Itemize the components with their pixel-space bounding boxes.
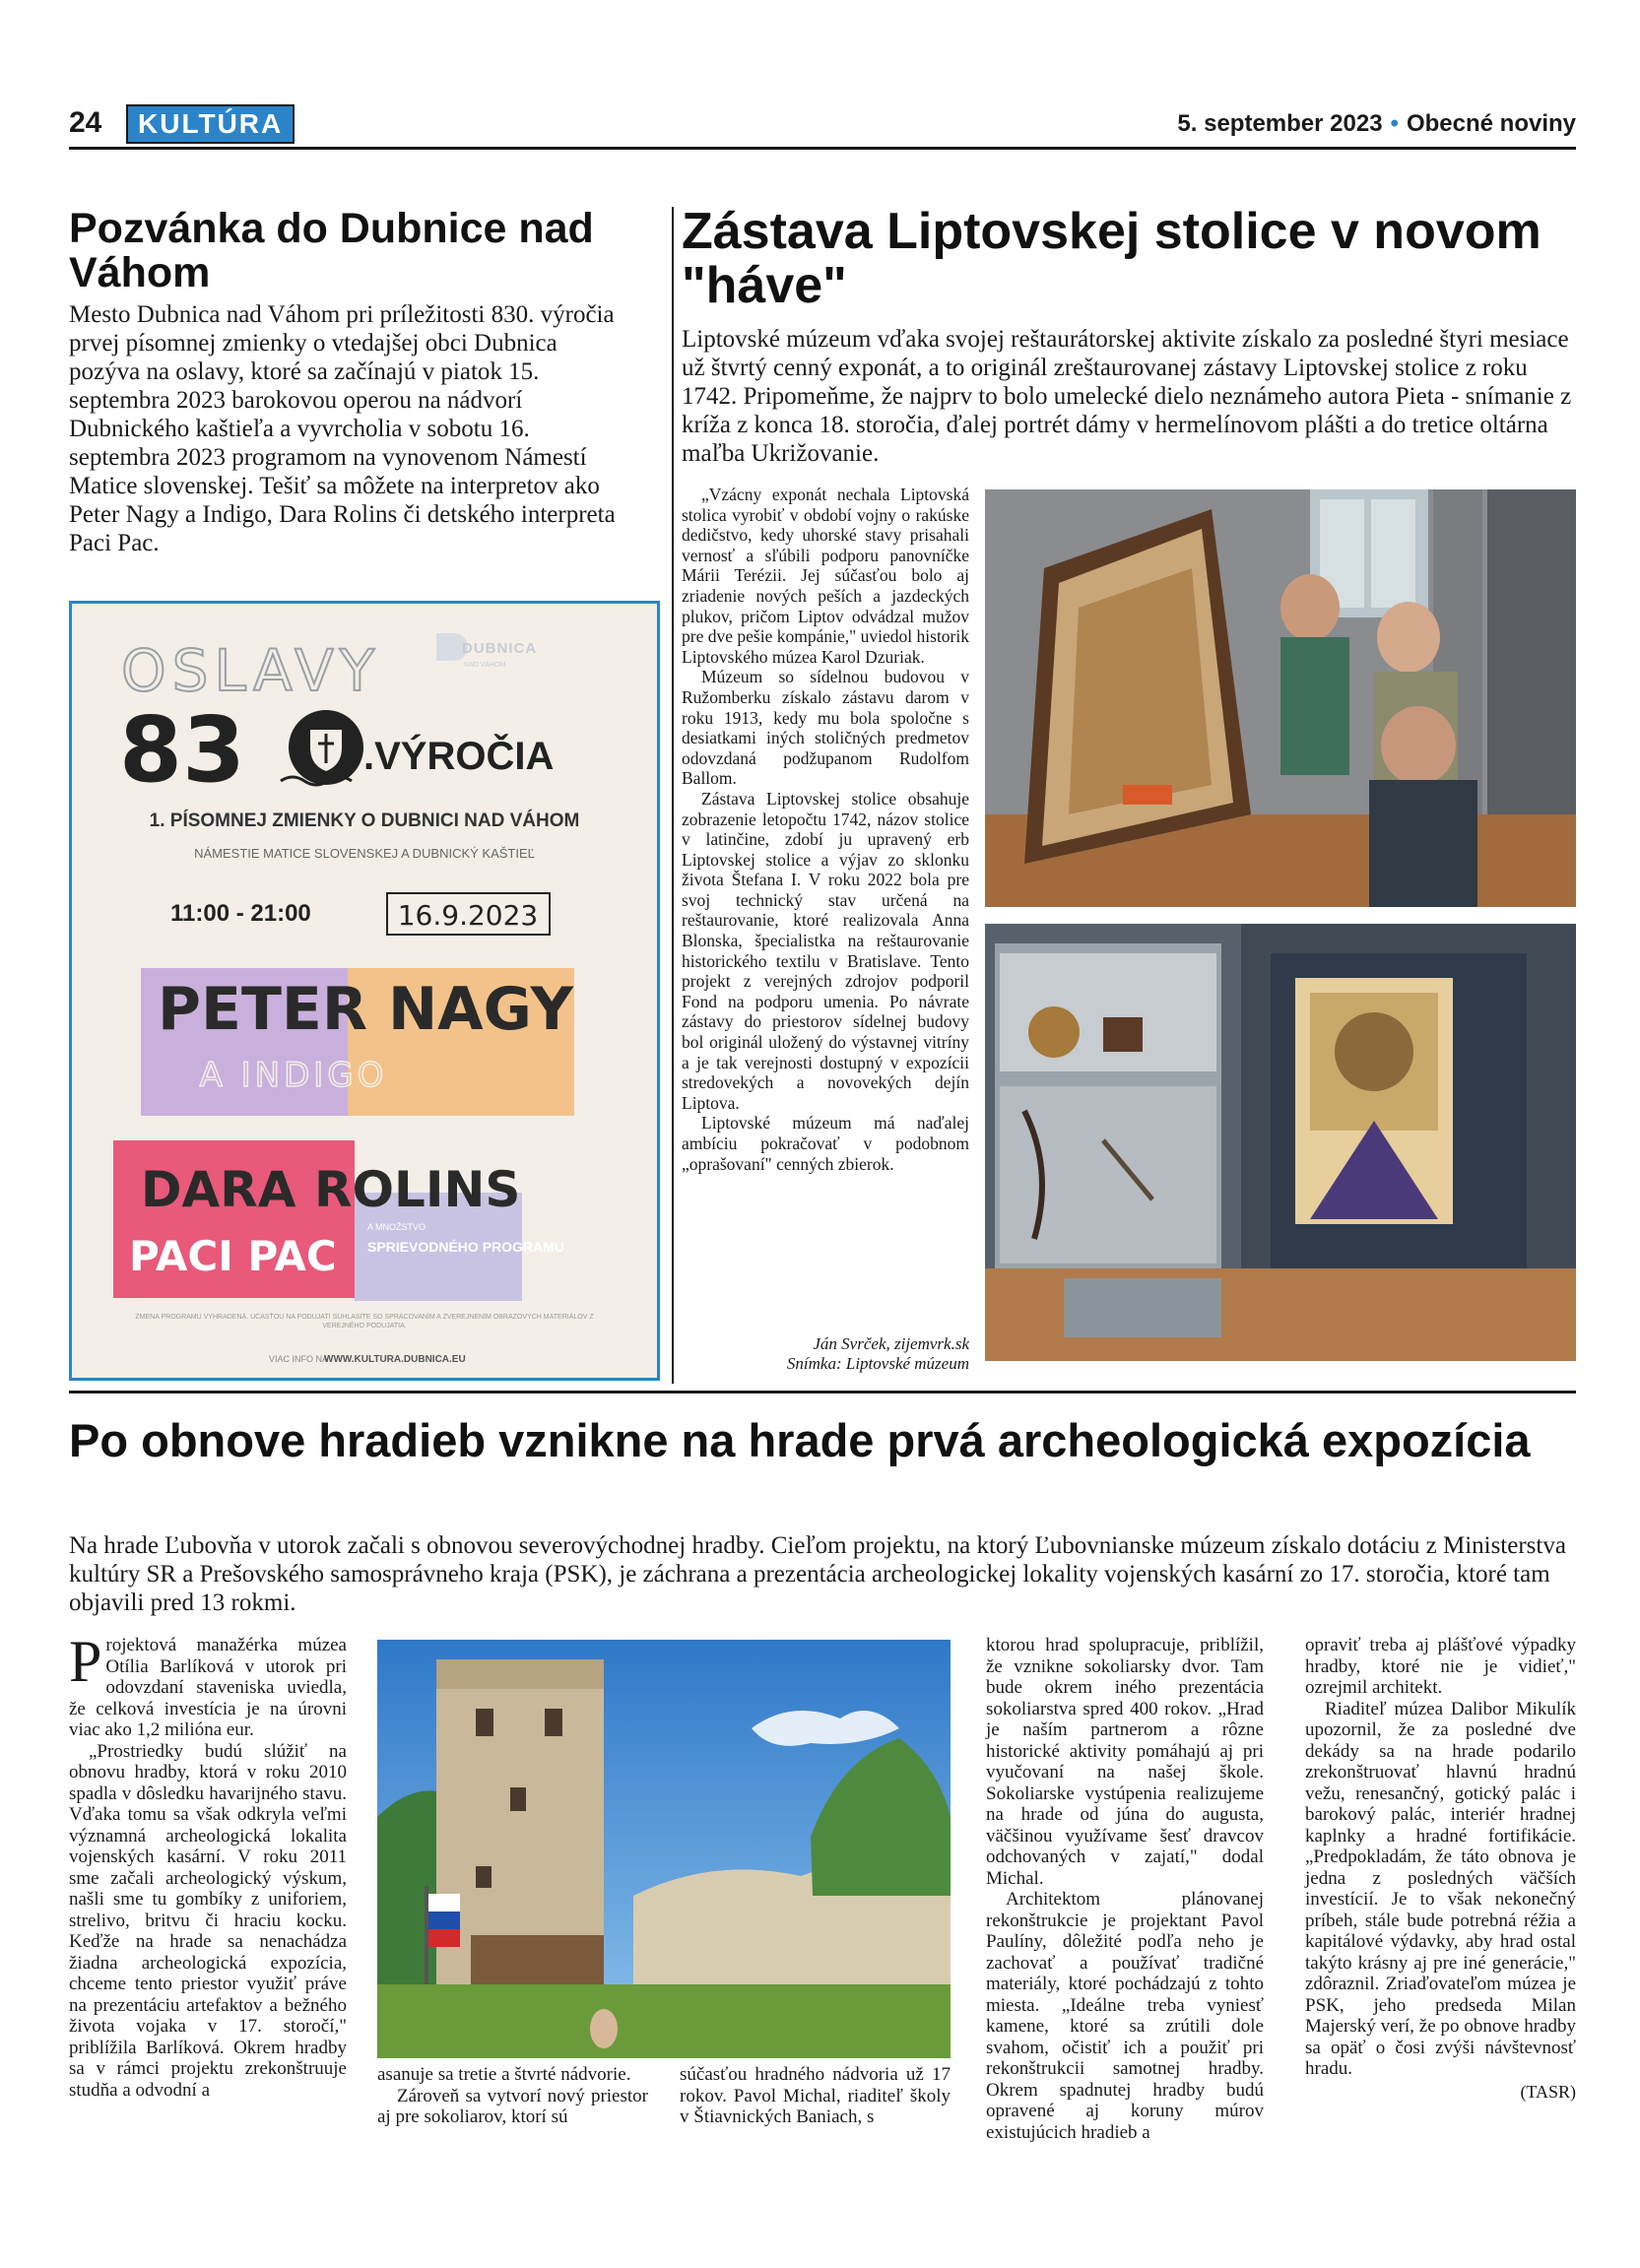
event-poster: [69, 601, 660, 1381]
article3-paragraph: asanuje sa tretie a štvrté nádvorie.: [377, 2064, 631, 2085]
article3-paragraph: ktorou hrad spolupracuje, priblížil, že vznikne sokoliarsky dvor. Tam bude okrem iného prezentácia sokoliarstva spred 400 rokov. „Hrad je naším partnerom a rôzne historické aktivity pomáhajú aj pri vyučovaní na našej škole. Sokoliarske vystúpenia realizujeme na hrade od júna do augusta, väčšinou využívame šesť dravcov odchovaných v zajatí," dodal Michal.: [986, 1635, 1264, 1889]
issue-date: 5. september 2023: [1177, 110, 1383, 137]
article2-paragraph: Zástava Liptovskej stolice obsahuje zobrazenie letopočtu 1742, názov stolice v latinčine, zdobí ju upravený erb Liptovskej stolice a výjav zo sklonku života Štefana I. V roku 2022 bola pre svoj technický stav určená na reštaurovanie, ktoré realizovala Anna Blonska, špecialistka na reštaurovanie historického textilu v Bratislave. Tento projekt z verejných zdrojov podporil Fond na podporu umenia. Po návrate zástavy do priestorov sídelnej budovy bol originál uložený do výstavnej vitríny a je tak verejnosti dostupný v expozícii stredovekých a novovekých dejín Liptova.: [682, 788, 969, 1113]
poster-performer2a: DARA: [141, 1161, 296, 1218]
poster-performer1: PETER NAGY: [158, 975, 573, 1044]
separator-dot: •: [1390, 110, 1399, 137]
poster-performer2b: ROLINS: [314, 1161, 521, 1218]
poster-performer1-sub: A INDIGO: [199, 1056, 388, 1095]
article2-paragraph: Liptovské múzeum má naďalej ambíciu pokračovať v podobnom „oprašovaní" cenných zbierok.: [682, 1113, 969, 1174]
section-divider: [69, 1391, 1576, 1393]
poster-vyrocia: .VÝROČIA: [363, 735, 555, 778]
article3-paragraph: Riaditeľ múzea Dalibor Mikulík upozornil, že za posledné dve dekády sa na hrade podarilo zrekonštruovať hlavnú hradnú vežu, renesančný, gotický palác i barokový palác, interiér hradnej kaplnky a hradné fortifikácie. „Predpokladám, že táto obnova je jedna z posledných väčších investícií. Je to však nekonečný príbeh, stále bude potrebná réžia a kapitálové výdavky, aby hrad ostal takýto krásny aj pre iné generácie," zdôraznil. Zriaďovateľom múzea je PSK, jeho predseda Milan Majerský verí, že po obnove hradby sa opäť o čosi zvýši návštevnosť hradu.: [1305, 1698, 1576, 2079]
poster-extra-small: A MNOŽSTVO: [367, 1222, 426, 1232]
article3-paragraph: Zároveň sa vytvorí nový priestor aj pre sokoliarov, ktorí sú: [377, 2085, 648, 2127]
article2-paragraph: Múzeum so sídelnou budovou v Ružomberku získalo zástavu darom v roku 1913, kedy mu bola spoločne s desiatkami iných stoličných predmetov odovzdaná podžupanom Rudolfom Ballom.: [682, 667, 969, 789]
poster-info-label: VIAC INFO NA: [269, 1354, 329, 1364]
article1-headline: Pozvánka do Dubnice nad Váhom: [69, 205, 594, 297]
poster-info-url: WWW.KULTURA.DUBNICA.EU: [324, 1354, 466, 1365]
article3-column-2a: [377, 2064, 648, 2128]
poster-subtitle: 1. PÍSOMNEJ ZMIENKY O DUBNICI NAD VÁHOM: [149, 810, 580, 831]
poster-graphic: [72, 604, 657, 1378]
restorers-hanging-flag-photo: [985, 489, 1576, 907]
article2-photo-credit: Snímka: Liptovské múzeum: [786, 1354, 969, 1373]
museum-exhibition-photo: [985, 924, 1576, 1361]
article2-headline: Zástava Liptovskej stolice v novom "háve": [682, 203, 1542, 314]
section-label: KULTÚRA: [126, 104, 295, 144]
poster-number: 83: [119, 697, 246, 803]
masthead-info: [1177, 110, 1576, 138]
article3-column-3: [986, 1635, 1264, 2143]
article3-lead: Na hrade Ľubovňa v utorok začali s obnovou severovýchodnej hradby. Cieľom projektu, na ktorý Ľubovnianske múzeum získalo dotáciu z Ministerstva kultúry SR a Prešovského samosprávneho kraja (PSK), je záchrana a prezentácia archeologickej lokality vojenských kasární zo 17. storočia, ktoré tam objavili pred 13 rokmi.: [69, 1532, 1566, 1616]
article3-paragraph: Architektom plánovanej rekonštrukcie je projektant Pavol Paulíny, dôležité podľa neho je zachovať a používať tradičné materiály, ktoré pochádzajú z tohto miesta. „Ideálne treba vyniesť kamene, ktoré sa zrútili dole svahom, očistiť ich a použiť pri rekonštrukcii samotnej hradby. Okrem spadnutej hradby budú opravené aj koruny múrov existujúcich hradieb a: [986, 1889, 1264, 2143]
lubovna-castle-photo: [377, 1640, 951, 2058]
publication-name: Obecné noviny: [1406, 110, 1576, 137]
column-divider: [672, 207, 674, 1384]
poster-performer3: PACI PAC: [129, 1232, 337, 1280]
article2-paragraph: „Vzácny exponát nechala Liptovská stolica vyrobiť v období vojny o rakúske dedičstvo, kedy uhorské stavy prisahali vernosť a sľúbili podporu panovníčke Márii Terézii. Jej súčasťou bolo aj zriadenie nových peších a jazdeckých plukov, pričom Liptov odvádzal mužov pre dve pešie kompánie," uviedol historik Liptovského múzea Karol Dzuriak.: [682, 485, 969, 667]
poster-extra: SPRIEVODNÉHO PROGRAMU: [367, 1239, 564, 1255]
article3-paragraph: opraviť treba aj plášťové výpadky hradby, ktoré nie je vidieť," ozrejmil architekt.: [1305, 1635, 1576, 1698]
poster-time: 11:00 - 21:00: [170, 900, 311, 927]
page-number: 24: [69, 106, 102, 139]
article3-headline: Po obnove hradieb vznikne na hrade prvá archeologická expozícia: [69, 1414, 1531, 1466]
logo-text: DUBNICA: [462, 640, 538, 657]
poster-venue: NÁMESTIE MATICE SLOVENSKEJ A DUBNICKÝ KAŠTIEĽ: [194, 846, 535, 861]
page-header: [69, 104, 1576, 150]
article3-paragraph: súčasťou hradného nádvoria už 17 rokov. Pavol Michal, riaditeľ školy v Štiavnických Baniach, s: [680, 2064, 951, 2127]
article2-body: [682, 485, 969, 1174]
article2-lead: Liptovské múzeum vďaka svojej reštaurátorskej aktivite získalo za posledné štyri mesiace už štvrtý cenný exponát, a to originál zreštaurovanej zástavy Liptovskej stolice z roku 1742. Pripomeňme, že najprv to bolo umelecké dielo neznámeho autora Pieta - snímanie z kríža z konca 18. storočia, ďalej portrét dámy v hermelínovom plášti a do tretice oltárna maľba Ukrižovanie.: [682, 326, 1572, 467]
article1-lead: Mesto Dubnica nad Váhom pri príležitosti 830. výročia prvej písomnej zmienky o vtedajšej obci Dubnica pozýva na oslavy, ktoré sa začínajú v piatok 15. septembra 2023 barokovou operou na nádvorí Dubnického kaštieľa a vyvrcholia v sobotu 16. septembra 2023 programom na vynovenom Námestí Matice slovenskej. Tešiť sa môžete na interpretov ako Peter Nagy a Indigo, Dara Rolins či detského interpreta Paci Pac.: [69, 301, 616, 556]
poster-oslavy: OSLAVY: [121, 637, 381, 704]
article2-credits: [682, 1334, 969, 1374]
poster-fine-print: ZMENA PROGRAMU VYHRADENÁ. ÚČASŤOU NA PODUJATÍ SÚHLASÍTE SO SPRACOVANÍM A ZVEREJNENÍM OBRAZOVÝCH MATERIÁLOV Z VEREJNÉHO PODUJATIA.: [135, 1314, 594, 1329]
article3-paragraph: Projektová manažérka múzea Otília Barlíková v utorok pri odovzdaní staveniska uviedla, že celková investícia je na úrovni viac ako 1,2 milióna eur.: [69, 1629, 347, 1740]
article3-paragraph: „Prostriedky budú slúžiť na obnovu hradby, ktorá v roku 2010 spadla v dôsledku havarijného stavu. Vďaka tomu sa však odkryla veľmi významná archeologická lokalita vojenských kasární. V roku 2011 sme začali archeologický výskum, našli sme tu gombíky z uniforiem, strelivo, britvu či hraciu kocku. Keďže na hrade sa nenachádza žiadna archeologická expozícia, chceme tento priestor využiť práve na prezentáciu artefaktov a bežného života vojaka v 17. storočí," priblížila Barlíková. Okrem hradby sa v rámci projektu zrekonštruuje studňa a odvodní a: [69, 1740, 347, 2101]
article3-source: (TASR): [1520, 2081, 1576, 2102]
article3-column-1: [69, 1629, 347, 2101]
article2-author: Ján Svrček, zijemvrk.sk: [813, 1334, 969, 1353]
article3-column-2b: [680, 2064, 951, 2128]
poster-date: 16.9.2023: [397, 899, 539, 932]
logo-subtext: NAD VÁHOM: [464, 662, 506, 669]
article3-column-4: [1305, 1635, 1576, 2103]
